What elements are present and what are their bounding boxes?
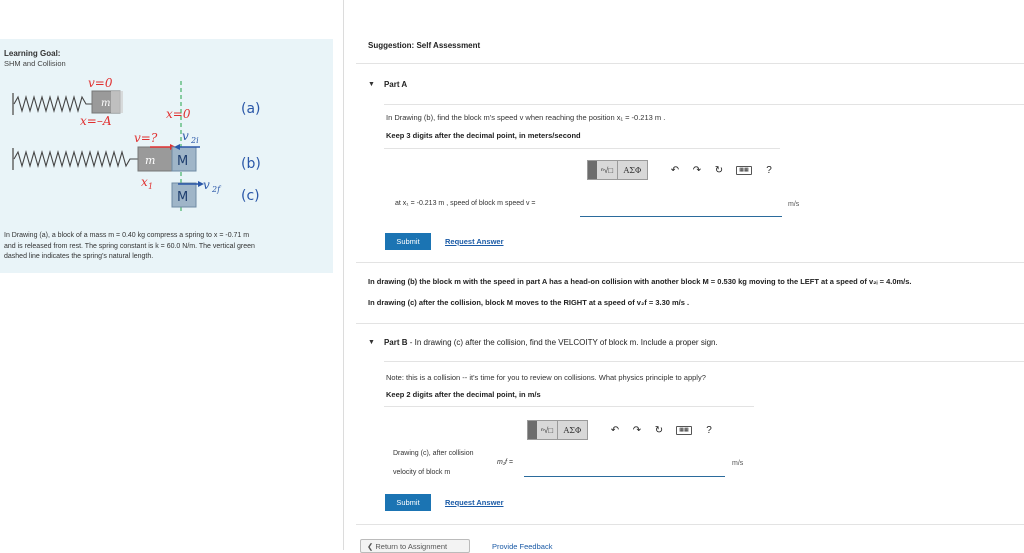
- greek-symbols-button[interactable]: ΑΣΦ: [617, 161, 647, 179]
- label-x1-sub: 1: [148, 182, 154, 191]
- label-x0: x=0: [166, 107, 191, 121]
- template-block-icon[interactable]: [528, 421, 537, 439]
- keyboard-icon[interactable]: ▦▦: [730, 160, 758, 180]
- label-v0: v=0: [88, 76, 113, 90]
- part-b-header[interactable]: [368, 338, 718, 347]
- spring-b: [14, 152, 138, 166]
- provide-feedback-link[interactable]: Provide Feedback: [492, 542, 553, 551]
- problem-line: In Drawing (a), a block of a mass m = 0.40 kg compress a spring to x = -0.71 m: [4, 232, 250, 239]
- block-m-a-ghost: [111, 91, 123, 113]
- spring-a: [14, 97, 92, 111]
- divider-line: [356, 323, 1024, 324]
- label-x1: x: [141, 175, 148, 189]
- divider-line: [356, 63, 1024, 64]
- label-x-neg-A: x=–A: [80, 114, 112, 128]
- part-a-answer-box: [580, 191, 782, 217]
- suggestion-heading: Suggestion: Self Assessment: [368, 41, 481, 50]
- divider-line: [384, 361, 1024, 362]
- divider-line: [356, 524, 1024, 525]
- help-icon[interactable]: ?: [706, 424, 712, 436]
- math-toolbar-b: [527, 420, 720, 440]
- math-toolbar-a: [587, 160, 780, 180]
- label-b: (b): [241, 156, 261, 172]
- part-b-answer-label-2: velocity of block m: [393, 469, 451, 476]
- collision-description-1: In drawing (b) the block m with the speed in part A has a head-on collision with another block M = 0.530 kg moving to the LEFT at a speed of v₂ᵢ = 4.0m/s.: [368, 277, 912, 286]
- label-a: (a): [241, 101, 261, 117]
- part-b-variable: m₁f =: [497, 459, 514, 466]
- template-buttons: [527, 420, 588, 440]
- problem-line: and is released from rest. The spring constant is k = 60.0 N/m. The vertical green: [4, 242, 255, 250]
- greek-symbols-button[interactable]: ΑΣΦ: [557, 421, 587, 439]
- problem-line: dashed line indicates the spring's natural length.: [4, 253, 154, 260]
- learning-goal-subtitle: SHM and Collision: [4, 59, 66, 68]
- learning-goal-title: Learning Goal:: [4, 49, 61, 58]
- block-m-b-label: m: [145, 154, 156, 167]
- label-v2f: v: [203, 178, 210, 192]
- part-a-header[interactable]: [368, 80, 407, 89]
- undo-icon[interactable]: ↶: [610, 424, 620, 436]
- redo-icon[interactable]: ↷: [632, 424, 642, 436]
- sqrt-template-icon[interactable]: ⁿ√□: [600, 165, 614, 175]
- label-vq: v=?: [134, 131, 158, 145]
- template-buttons: [587, 160, 648, 180]
- undo-icon[interactable]: ↶: [670, 164, 680, 176]
- help-icon[interactable]: ?: [766, 164, 772, 176]
- part-b-answer-box: [524, 451, 725, 477]
- redo-icon[interactable]: ↷: [692, 164, 702, 176]
- part-b-prompt: - In drawing (c) after the collision, find the VELCOITY of block m. Include a proper sign.: [407, 338, 718, 347]
- part-b-submit-button[interactable]: Submit: [385, 494, 431, 511]
- part-a-label: Part A: [383, 80, 408, 89]
- block-M-c-label: M: [177, 190, 189, 205]
- part-b-answer-label-1: Drawing (c), after collision: [393, 450, 474, 457]
- block-M-b-label: M: [177, 154, 189, 169]
- label-v2i-sub: 2i: [191, 136, 199, 145]
- collapse-triangle-icon[interactable]: ▼: [368, 339, 375, 346]
- part-b-answer-input[interactable]: [524, 451, 725, 476]
- part-a-unit: m/s: [788, 201, 800, 208]
- part-a-submit-button[interactable]: Submit: [385, 233, 431, 250]
- part-b-precision: Keep 2 digits after the decimal point, in m/s: [386, 390, 541, 399]
- divider-line: [384, 148, 780, 149]
- part-a-request-answer-link[interactable]: Request Answer: [445, 237, 504, 246]
- problem-statement: [4, 231, 326, 263]
- learning-goal-panel: [0, 39, 333, 273]
- label-v2f-sub: 2f: [212, 185, 221, 194]
- part-a-answer-input[interactable]: [580, 191, 782, 216]
- part-b-request-answer-link[interactable]: Request Answer: [445, 498, 504, 507]
- reset-icon[interactable]: ↻: [714, 164, 724, 176]
- label-c: (c): [241, 188, 260, 204]
- collision-description-2: In drawing (c) after the collision, block M moves to the RIGHT at a speed of v₂f = 3.30 m/s .: [368, 298, 690, 307]
- main-content: [344, 0, 1024, 550]
- return-to-assignment-button[interactable]: ❮ Return to Assignment: [360, 539, 470, 553]
- block-m-a-label: m: [101, 98, 111, 109]
- part-a-answer-label: at x₁ = -0.213 m , speed of block m speed v =: [395, 200, 536, 207]
- part-a-precision: Keep 3 digits after the decimal point, in meters/second: [386, 131, 581, 140]
- divider-line: [356, 262, 1024, 263]
- divider-line: [384, 104, 1024, 105]
- part-b-unit: m/s: [732, 460, 744, 467]
- template-block-icon[interactable]: [588, 161, 597, 179]
- divider-line: [384, 406, 754, 407]
- part-a-question: In Drawing (b), find the block m's speed v when reaching the position x₁ = -0.213 m .: [386, 113, 666, 122]
- reset-icon[interactable]: ↻: [654, 424, 664, 436]
- collapse-triangle-icon[interactable]: ▼: [368, 81, 375, 88]
- part-b-label: Part B: [383, 338, 408, 347]
- keyboard-icon[interactable]: ▦▦: [670, 420, 698, 440]
- sqrt-template-icon[interactable]: ⁿ√□: [540, 425, 554, 435]
- part-b-note: Note: this is a collision -- it's time for you to review on collisions. What physics principle to apply?: [386, 373, 706, 382]
- spring-collision-diagram: [0, 73, 333, 221]
- label-v2i: v: [182, 129, 189, 143]
